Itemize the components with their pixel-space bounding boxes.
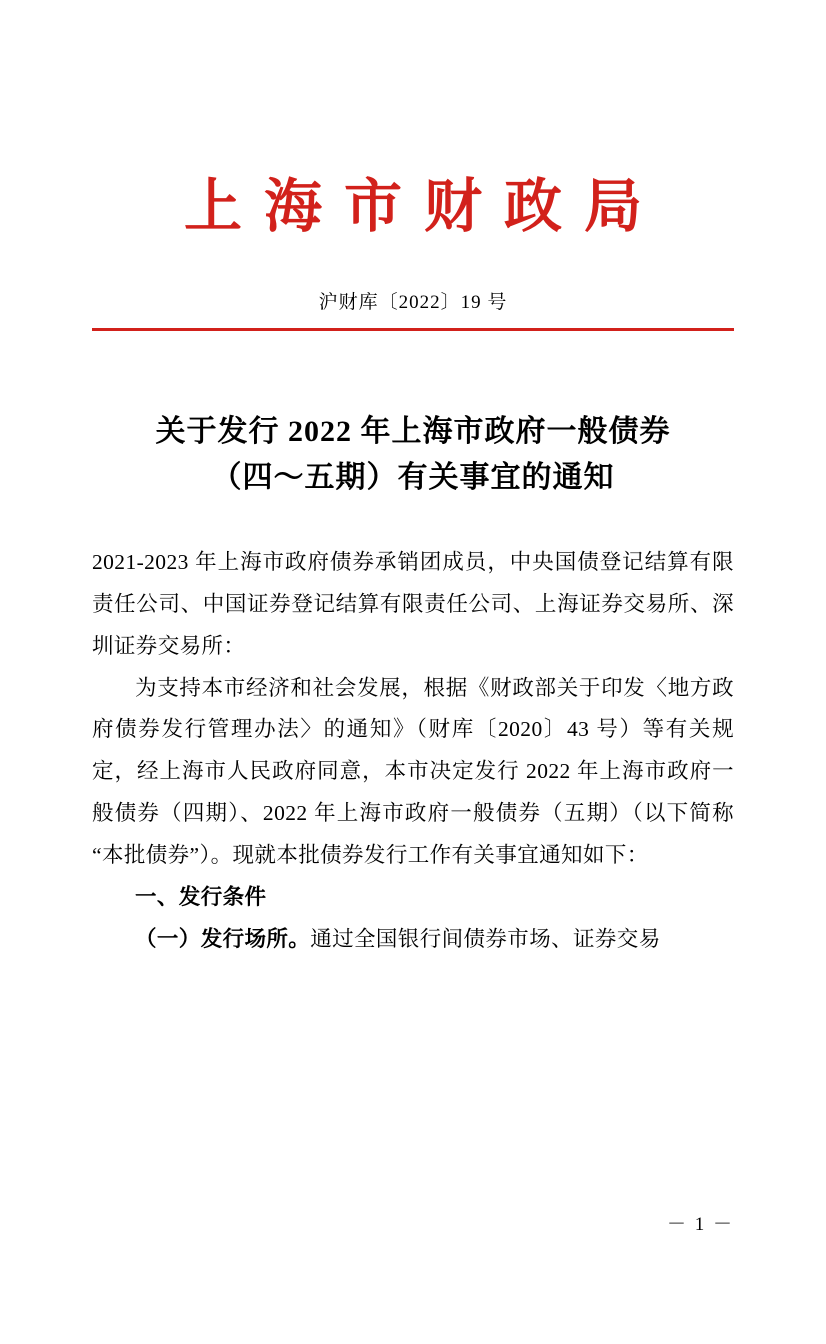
document-body	[92, 542, 734, 961]
page-title	[92, 409, 734, 502]
body-item-1-label: （一）发行场所。	[135, 927, 311, 952]
page-title-line-1: 关于发行 2022 年上海市政府一般债券	[155, 414, 671, 448]
body-item-1-text: 通过全国银行间债券市场、证券交易	[310, 927, 661, 952]
page-title-line-2: （四～五期）有关事宜的通知	[211, 461, 615, 495]
body-item-1	[92, 919, 734, 961]
addressee-paragraph: 2021-2023 年上海市政府债券承销团成员，中央国债登记结算有限责任公司、中国证券登记结算有限责任公司、上海证券交易所、深圳证券交易所：	[92, 549, 734, 658]
letterhead	[92, 175, 734, 239]
issuing-organization-title: 上海市财政局	[183, 174, 664, 239]
body-paragraph-1: 为支持本市经济和社会发展，根据《财政部关于印发〈地方政府债券发行管理办法〉的通知》（财库〔2020〕43 号）等有关规定，经上海市人民政府同意，本市决定发行 2022 年上海市政府一般债券（四期）、2022 年上海市政府一般债券（五期）（以下简称“本批债券”）。现就本批债券发行工作有关事宜通知如下：	[92, 675, 734, 868]
page-number: － 1 －	[666, 1214, 734, 1235]
red-horizontal-rule	[92, 328, 734, 331]
document-number: 沪财库〔2022〕19 号	[318, 291, 508, 313]
section-heading-1: 一、发行条件	[135, 885, 267, 910]
